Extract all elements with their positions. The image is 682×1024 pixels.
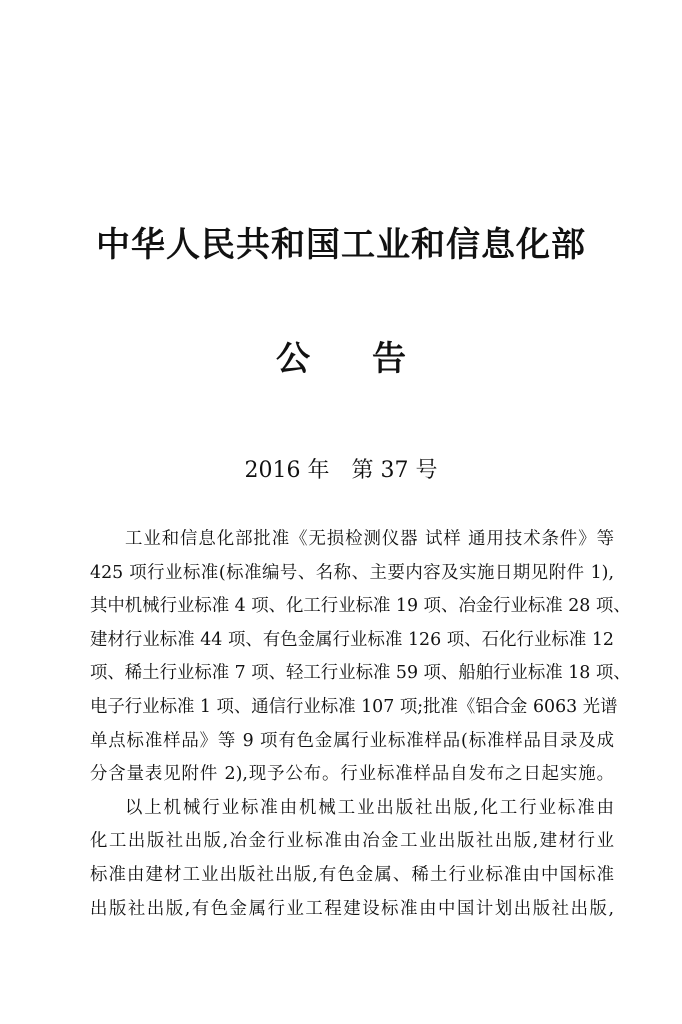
text-line: 425 项行业标准(标准编号、名称、主要内容及实施日期见附件 1),: [90, 562, 614, 583]
text-line: 其中机械行业标准 4 项、化工行业标准 19 项、冶金行业标准 28 项、: [90, 596, 631, 617]
text-line: 标准由建材工业出版社出版,有色金属、稀土行业标准由中国标准: [90, 864, 614, 885]
text-line: 电子行业标准 1 项、通信行业标准 107 项;批准《铝合金 6063 光谱: [90, 696, 618, 717]
document-number: [0, 456, 682, 486]
notice-heading: [0, 337, 682, 381]
text-line: 建材行业标准 44 项、有色金属行业标准 126 项、石化行业标准 12: [90, 629, 614, 650]
text-line: 单点标准样品》等 9 项有色金属行业标准样品(标准样品目录及成: [90, 730, 614, 751]
text-line: 化工出版社出版,冶金行业标准由冶金工业出版社出版,建材行业: [90, 831, 614, 852]
text-line: 项、稀土行业标准 7 项、轻工行业标准 59 项、船舶行业标准 18 项、: [90, 663, 631, 684]
document-year: 2016 年: [244, 458, 330, 483]
text-line: 出版社出版,有色金属行业工程建设标准由中国计划出版社出版,: [90, 898, 614, 919]
document-title: 中华人民共和国工业和信息化部: [96, 225, 586, 265]
body-text: [90, 523, 631, 926]
text-line: 分含量表见附件 2),现予公布。行业标准样品自发布之日起实施。: [90, 764, 614, 785]
paragraph-1: [90, 523, 631, 792]
text-line: 工业和信息化部批准《无损检测仪器 试样 通用技术条件》等: [125, 529, 614, 549]
paragraph-2: [90, 792, 614, 926]
document-issue: 第 37 号: [351, 458, 438, 483]
notice-char-2: 告: [372, 339, 406, 379]
text-line: 以上机械行业标准由机械工业出版社出版,化工行业标准由: [125, 797, 614, 818]
notice-char-1: 公: [276, 339, 310, 379]
